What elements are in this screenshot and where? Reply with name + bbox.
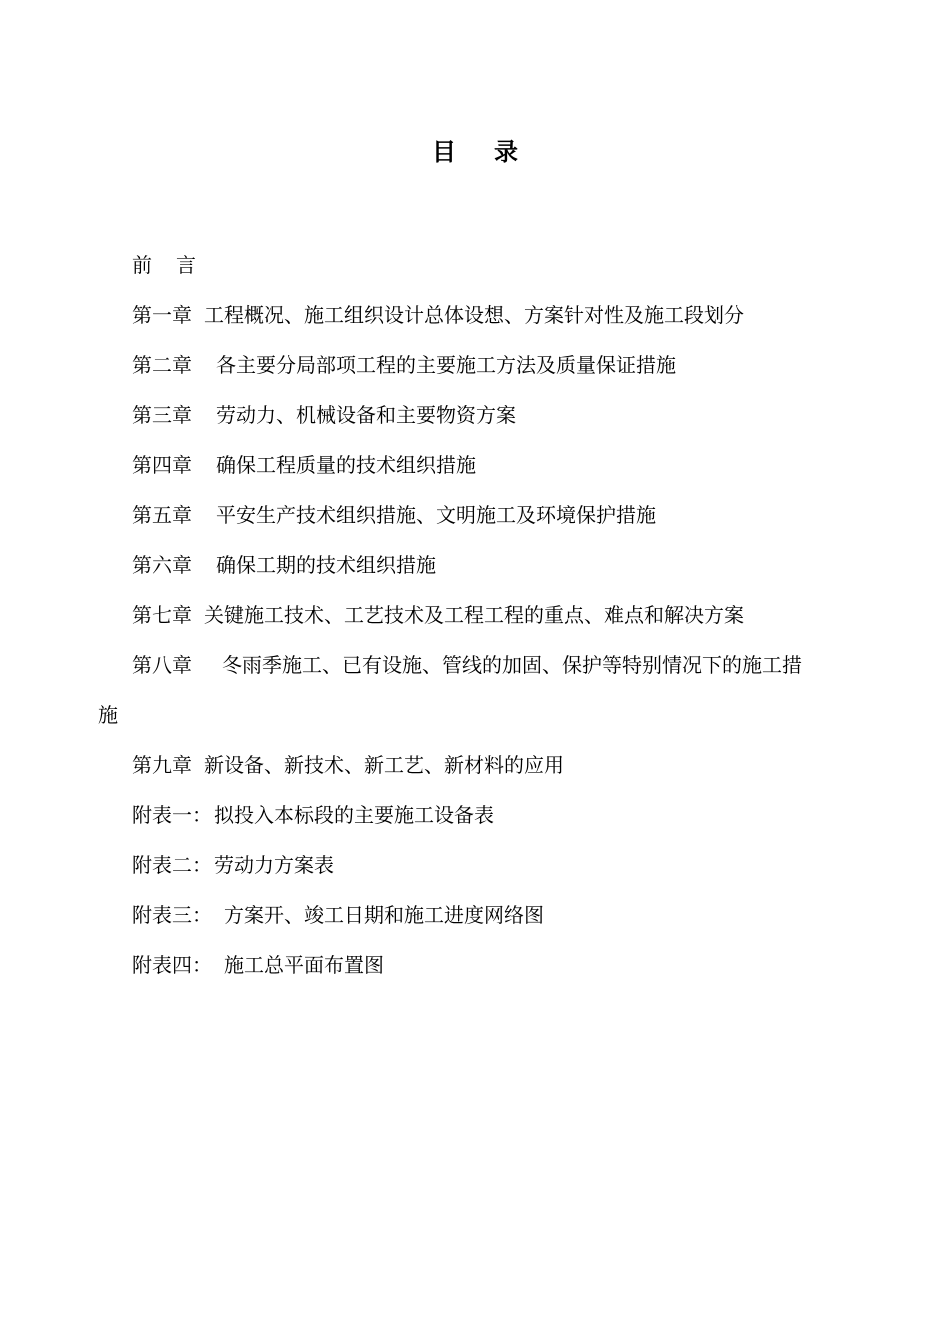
toc-entry-label: 附表一： [132, 803, 212, 827]
toc-entry-chapter-5[interactable] [98, 490, 858, 540]
toc-entry-text: 拟投入本标段的主要施工设备表 [214, 803, 494, 827]
toc-entry-label: 第三章 [132, 403, 192, 427]
toc-entry-label: 附表二： [132, 853, 212, 877]
toc-list [98, 240, 858, 990]
toc-entry-text: 工程概况、施工组织设计总体设想、方案针对性及施工段划分 [204, 303, 744, 327]
toc-entry-text: 各主要分局部项工程的主要施工方法及质量保证措施 [216, 353, 676, 377]
toc-entry-text: 施工总平面布置图 [224, 953, 384, 977]
toc-entry-chapter-2[interactable] [98, 340, 858, 390]
toc-entry-chapter-8[interactable] [98, 640, 858, 690]
title-part-1: 目 [432, 137, 456, 166]
toc-entry-appendix-2[interactable] [98, 840, 858, 890]
toc-entry-label: 第四章 [132, 453, 192, 477]
toc-entry-label: 第八章 [132, 653, 192, 677]
toc-entry-chapter-7[interactable] [98, 590, 858, 640]
toc-entry-appendix-3[interactable] [98, 890, 858, 940]
toc-entry-text: 劳动力方案表 [214, 853, 334, 877]
toc-entry-label: 第七章 [132, 603, 192, 627]
toc-entry-label: 第九章 [132, 753, 192, 777]
toc-entry-label: 第五章 [132, 503, 192, 527]
title-part-2: 录 [494, 137, 518, 166]
toc-entry-text: 方案开、竣工日期和施工进度网络图 [224, 903, 544, 927]
toc-entry-appendix-4[interactable] [98, 940, 858, 990]
toc-entry-chapter-8-continuation [98, 690, 858, 740]
toc-entry-label: 前 [132, 253, 152, 277]
toc-entry-label: 附表四： [132, 953, 212, 977]
toc-entry-chapter-9[interactable] [98, 740, 858, 790]
toc-entry-label: 第六章 [132, 553, 192, 577]
toc-entry-chapter-3[interactable] [98, 390, 858, 440]
toc-entry-chapter-1[interactable] [98, 290, 858, 340]
toc-entry-text: 平安生产技术组织措施、文明施工及环境保护措施 [216, 503, 656, 527]
toc-entry-text: 关键施工技术、工艺技术及工程工程的重点、难点和解决方案 [204, 603, 744, 627]
toc-entry-chapter-6[interactable] [98, 540, 858, 590]
toc-entry-preface[interactable] [98, 240, 858, 290]
page-title [0, 132, 950, 172]
toc-entry-text-continuation: 施 [98, 703, 118, 727]
toc-entry-text: 新设备、新技术、新工艺、新材料的应用 [204, 753, 564, 777]
toc-entry-text: 冬雨季施工、已有设施、管线的加固、保护等特别情况下的施工措 [222, 653, 802, 677]
toc-entry-chapter-4[interactable] [98, 440, 858, 490]
toc-entry-text: 确保工程质量的技术组织措施 [216, 453, 476, 477]
toc-entry-label: 附表三： [132, 903, 212, 927]
toc-entry-label: 第二章 [132, 353, 192, 377]
toc-entry-text: 言 [176, 253, 196, 277]
toc-entry-text: 确保工期的技术组织措施 [216, 553, 436, 577]
toc-entry-label: 第一章 [132, 303, 192, 327]
toc-entry-text: 劳动力、机械设备和主要物资方案 [216, 403, 516, 427]
toc-entry-appendix-1[interactable] [98, 790, 858, 840]
